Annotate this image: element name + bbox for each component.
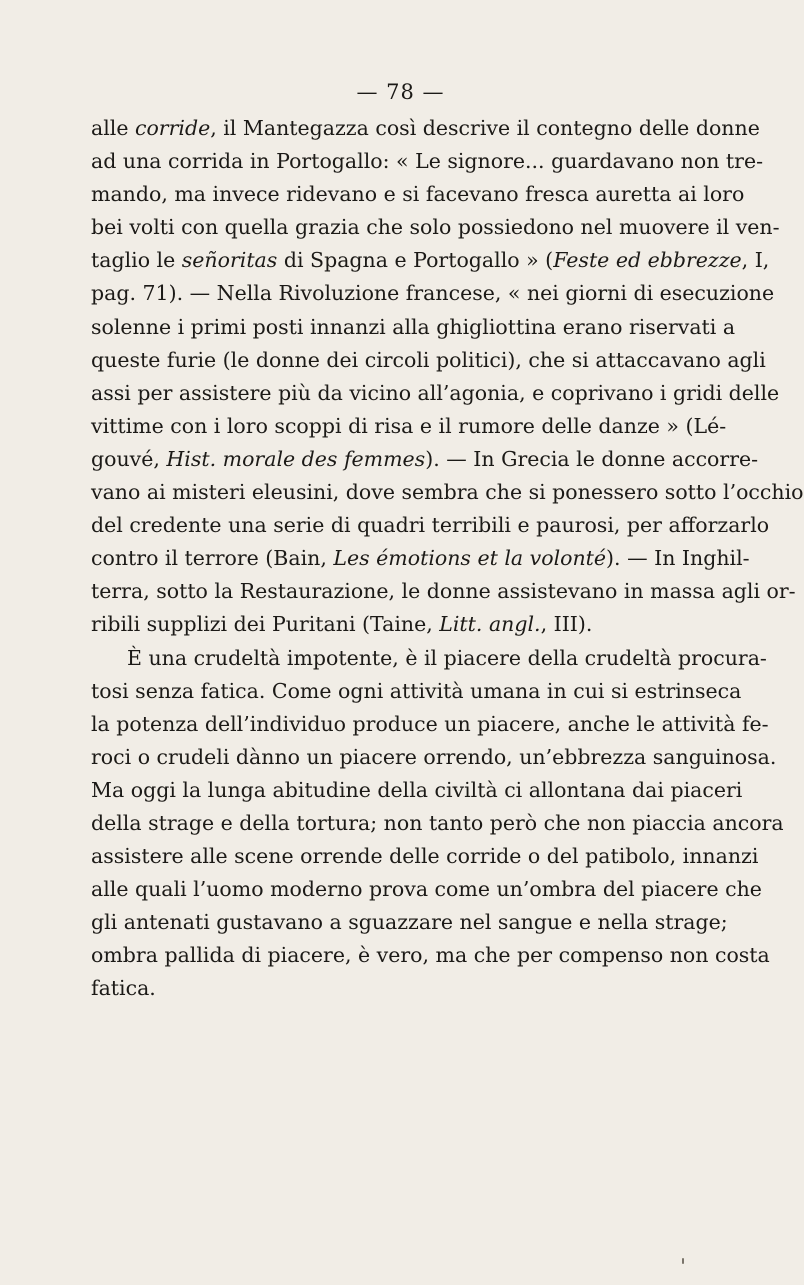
paper-speck	[682, 1258, 684, 1264]
text-line	[91, 675, 742, 708]
text-line	[91, 344, 766, 377]
italic-title-span: Les émotions et la volonté	[333, 546, 607, 571]
text-span: assi per assistere più da vicino all’agonia, e coprivano i gridi delle	[91, 380, 780, 405]
body-text	[91, 112, 804, 1006]
text-span: di Spagna e Portogallo » (	[277, 248, 554, 273]
text-line	[91, 608, 713, 641]
text-span: Ma oggi la lunga abitudine della civiltà ci allontana dai piaceri	[91, 777, 743, 802]
text-line	[91, 112, 760, 145]
text-line	[91, 476, 804, 509]
text-span: della strage e della tortura; non tanto però che non piaccia ancora	[91, 810, 784, 835]
text-span: queste furie (le donne dei circoli politici), che si attaccavano agli	[91, 347, 766, 372]
text-span: solenne i primi posti innanzi alla ghigliottina erano riservati a	[91, 314, 736, 339]
text-span: , il Mantegazza così descrive il contegno delle donne	[210, 116, 760, 140]
text-line	[91, 443, 759, 476]
text-span: ad una corrida in Portogallo: « Le signore... guardavano non tre-	[91, 149, 764, 174]
italic-title-span: Hist. morale des femmes	[166, 446, 426, 471]
text-span: vittime con i loro scoppi di risa e il rumore delle danze » (Lé-	[91, 413, 727, 438]
text-span: vano ai misteri eleusini, dove sembra che si ponessero sotto l’occhio	[91, 480, 804, 505]
text-span: gli antenati gustavano a sguazzare nel sangue e nella strage;	[91, 910, 728, 935]
italic-title-span: Feste ed ebbrezze	[553, 248, 742, 273]
text-line	[91, 807, 784, 840]
text-line	[91, 509, 770, 542]
text-span: , I,	[741, 248, 770, 273]
text-line	[91, 840, 759, 873]
page-number: — 78 —	[356, 80, 445, 104]
text-line	[91, 972, 713, 1005]
text-line	[91, 939, 770, 972]
text-span: gouvé,	[91, 446, 167, 471]
text-line	[91, 377, 780, 410]
text-span: bei volti con quella grazia che solo possiedono nel muovere il ven-	[91, 215, 780, 240]
text-span: taglio le	[91, 248, 182, 273]
text-line	[91, 741, 777, 774]
text-line	[91, 774, 743, 807]
text-span: pag. 71). — Nella Rivoluzione francese, « nei giorni di esecuzione	[91, 281, 775, 306]
text-span: la potenza dell’individuo produce un piacere, anche le attività fe-	[91, 711, 769, 736]
text-span: terra, sotto la Restaurazione, le donne assistevano in massa agli or-	[91, 579, 796, 604]
text-line	[91, 244, 770, 277]
italic-title-span: corride	[134, 116, 211, 140]
text-span: fatica.	[91, 976, 156, 1001]
text-line	[91, 708, 769, 741]
text-line	[91, 311, 736, 344]
text-span: È una crudeltà impotente, è il piacere della crudeltà procura-	[127, 645, 767, 670]
text-span: tosi senza fatica. Come ogni attività umana in cui si estrinseca	[91, 678, 742, 703]
text-line	[91, 277, 775, 310]
text-span: , III).	[540, 612, 593, 637]
text-line	[91, 906, 728, 939]
text-span: ombra pallida di piacere, è vero, ma che per compenso non costa	[91, 943, 770, 968]
text-line	[91, 642, 767, 675]
text-line	[91, 145, 764, 178]
text-span: roci o crudeli dànno un piacere orrendo, un’ebbrezza sanguinosa.	[91, 744, 777, 769]
text-span: alle	[91, 116, 135, 140]
text-line	[91, 575, 796, 608]
text-span: assistere alle scene orrende delle corride o del patibolo, innanzi	[91, 844, 759, 869]
text-span: contro il terrore (Bain,	[91, 546, 334, 571]
text-line	[91, 211, 780, 244]
text-span: alle quali l’uomo moderno prova come un’ombra del piacere che	[91, 877, 762, 902]
italic-title-span: Litt. angl.	[439, 612, 541, 637]
text-line	[91, 410, 727, 443]
text-span: del credente una serie di quadri terribili e paurosi, per afforzarlo	[91, 513, 770, 538]
text-span: ribili supplizi dei Puritani (Taine,	[91, 612, 440, 637]
text-span: mando, ma invece ridevano e si facevano fresca auretta ai loro	[91, 182, 745, 207]
text-span: ). — In Grecia le donne accorre-	[425, 446, 759, 471]
text-line	[91, 178, 745, 211]
italic-title-span: señoritas	[181, 248, 278, 273]
text-line	[91, 542, 750, 575]
text-line	[91, 873, 762, 906]
text-span: ). — In Inghil-	[606, 546, 750, 571]
